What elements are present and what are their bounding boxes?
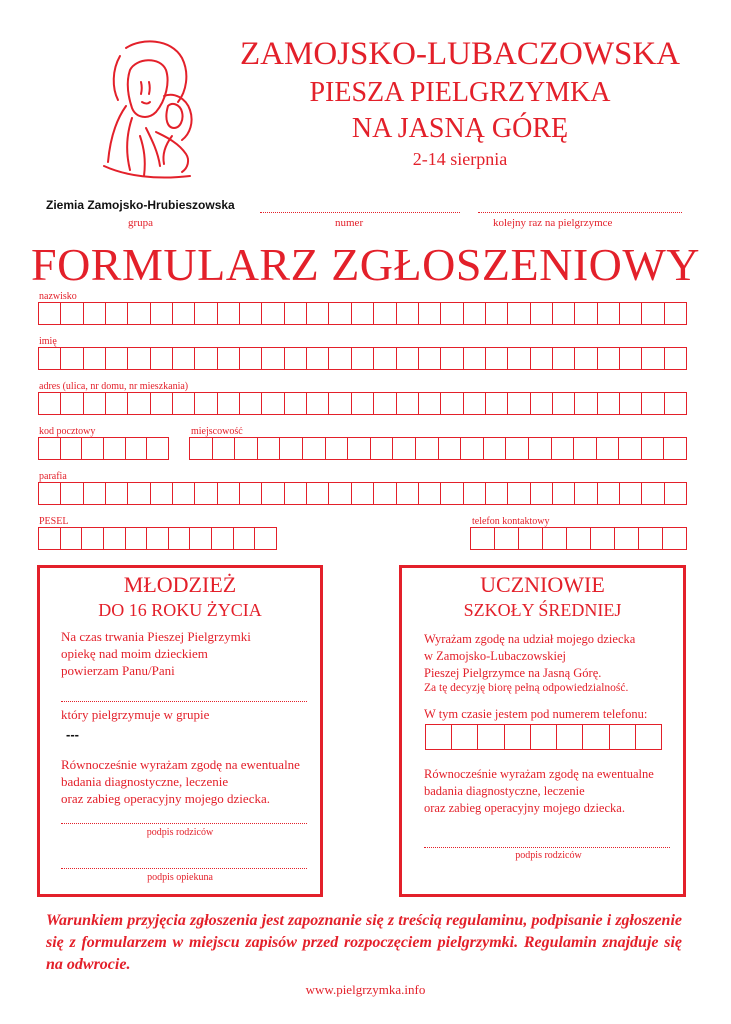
parents-signature-label: podpis rodziców xyxy=(146,827,214,838)
input-cell[interactable] xyxy=(642,483,664,504)
input-cell[interactable] xyxy=(173,303,195,324)
numer-label: numer xyxy=(335,217,364,229)
input-cell[interactable] xyxy=(553,483,575,504)
input-cell[interactable] xyxy=(598,303,620,324)
youth-heading: MŁODZIEŻ xyxy=(123,572,237,597)
input-cell[interactable] xyxy=(329,348,351,369)
input-cell[interactable] xyxy=(543,528,567,549)
input-cell[interactable] xyxy=(583,725,609,749)
students-paragraph1: Wyrażam zgodę na udział mojego dziecka w Zamojsko-Lubaczowskiej Pieszej Pielgrzymce na Jasną Górę. xyxy=(424,632,636,680)
madonna-with-child-icon xyxy=(86,36,206,186)
input-cell[interactable] xyxy=(506,438,529,459)
form-title: FORMULARZ ZGŁOSZENIOWY xyxy=(30,239,700,290)
input-cell[interactable] xyxy=(597,438,620,459)
students-paragraph2: Równocześnie wyrażam zgodę na ewentualne badania diagnostyczne, leczenie oraz zabieg operacyjny mojego dziecka. xyxy=(424,767,654,815)
input-cell[interactable] xyxy=(464,483,486,504)
input-cell[interactable] xyxy=(128,348,150,369)
input-cell[interactable] xyxy=(352,303,374,324)
input-cell[interactable] xyxy=(464,303,486,324)
input-cell[interactable] xyxy=(106,348,128,369)
input-cell[interactable] xyxy=(419,483,441,504)
input-cell[interactable] xyxy=(128,393,150,414)
input-cell[interactable] xyxy=(642,348,664,369)
input-cell[interactable] xyxy=(575,348,597,369)
input-cell[interactable] xyxy=(84,303,106,324)
input-cell[interactable] xyxy=(553,393,575,414)
input-cell[interactable] xyxy=(374,483,396,504)
input-cell[interactable] xyxy=(620,393,642,414)
input-cell[interactable] xyxy=(461,438,484,459)
input-cell[interactable] xyxy=(574,438,597,459)
input-cell[interactable] xyxy=(39,438,61,459)
input-cell[interactable] xyxy=(262,348,284,369)
input-cell[interactable] xyxy=(426,725,452,749)
input-cell[interactable] xyxy=(598,483,620,504)
input-cell[interactable] xyxy=(329,303,351,324)
input-cell[interactable] xyxy=(441,393,463,414)
input-cell[interactable] xyxy=(495,528,519,549)
parafia-field[interactable] xyxy=(38,482,687,505)
input-cell[interactable] xyxy=(169,528,191,549)
grupa-field[interactable] xyxy=(260,212,460,213)
nazwisko-label: nazwisko xyxy=(39,291,77,302)
input-cell[interactable] xyxy=(397,393,419,414)
kod-field[interactable] xyxy=(38,437,169,460)
kolejny-field[interactable] xyxy=(478,212,682,213)
input-cell[interactable] xyxy=(486,303,508,324)
input-cell[interactable] xyxy=(508,348,530,369)
adres-field[interactable] xyxy=(38,392,687,415)
input-cell[interactable] xyxy=(173,393,195,414)
input-cell[interactable] xyxy=(104,528,126,549)
input-cell[interactable] xyxy=(665,348,686,369)
input-cell[interactable] xyxy=(106,393,128,414)
input-cell[interactable] xyxy=(441,348,463,369)
input-cell[interactable] xyxy=(104,438,126,459)
input-cell[interactable] xyxy=(213,438,236,459)
input-cell[interactable] xyxy=(84,348,106,369)
input-cell[interactable] xyxy=(665,303,686,324)
header-title-line3: NA JASNĄ GÓRĘ xyxy=(351,113,569,144)
youth-box xyxy=(37,565,323,897)
input-cell[interactable] xyxy=(126,528,148,549)
input-cell[interactable] xyxy=(374,393,396,414)
input-cell[interactable] xyxy=(452,725,478,749)
input-cell[interactable] xyxy=(352,393,374,414)
youth-paragraph1: Na czas trwania Pieszej Pielgrzymki opiekę nad moim dzieckiem powierzam Panu/Pani xyxy=(61,629,251,678)
input-cell[interactable] xyxy=(307,348,329,369)
header-title-line1: ZAMOJSKO-LUBACZOWSKA xyxy=(239,36,680,72)
grupa-label: grupa xyxy=(128,217,154,229)
group-value[interactable]: --- xyxy=(66,727,79,742)
input-cell[interactable] xyxy=(484,438,507,459)
website-link[interactable]: www.pielgrzymka.info xyxy=(305,982,426,997)
input-cell[interactable] xyxy=(61,303,83,324)
input-cell[interactable] xyxy=(642,438,665,459)
input-cell[interactable] xyxy=(190,528,212,549)
input-cell[interactable] xyxy=(84,483,106,504)
input-cell[interactable] xyxy=(195,393,217,414)
youth-paragraph2: Równocześnie wyrażam zgodę na ewentualne badania diagnostyczne, leczenie oraz zabieg operacyjny mojego dziecka. xyxy=(61,757,300,806)
input-cell[interactable] xyxy=(619,438,642,459)
input-cell[interactable] xyxy=(553,303,575,324)
input-cell[interactable] xyxy=(663,528,686,549)
input-cell[interactable] xyxy=(508,483,530,504)
region-name: Ziemia Zamojsko-Hrubieszowska xyxy=(46,198,235,212)
input-cell[interactable] xyxy=(82,438,104,459)
input-cell[interactable] xyxy=(255,528,276,549)
input-cell[interactable] xyxy=(598,348,620,369)
input-cell[interactable] xyxy=(39,303,61,324)
input-cell[interactable] xyxy=(39,483,61,504)
input-cell[interactable] xyxy=(416,438,439,459)
input-cell[interactable] xyxy=(240,303,262,324)
input-cell[interactable] xyxy=(307,393,329,414)
input-cell[interactable] xyxy=(39,348,61,369)
conditions-note: Warunkiem przyjęcia zgłoszenia jest zapoznanie się z treścią regulaminu, podpisanie i zgłoszenie się z formularzem w miejscu zapisów przed rozpoczęciem pielgrzymki. Regulamin znajduje się na odwrocie. xyxy=(46,912,682,973)
input-cell[interactable] xyxy=(441,303,463,324)
input-cell[interactable] xyxy=(307,303,329,324)
input-cell[interactable] xyxy=(240,393,262,414)
phone-label: W tym czasie jestem pod numerem telefonu: xyxy=(424,707,648,721)
input-cell[interactable] xyxy=(393,438,416,459)
input-cell[interactable] xyxy=(505,725,531,749)
input-cell[interactable] xyxy=(218,483,240,504)
parent-phone-field[interactable] xyxy=(425,724,662,750)
input-cell[interactable] xyxy=(218,348,240,369)
input-cell[interactable] xyxy=(303,438,326,459)
telefon-field[interactable] xyxy=(470,527,687,550)
input-cell[interactable] xyxy=(195,348,217,369)
input-cell[interactable] xyxy=(280,438,303,459)
input-cell[interactable] xyxy=(642,303,664,324)
input-cell[interactable] xyxy=(39,528,61,549)
input-cell[interactable] xyxy=(262,483,284,504)
input-cell[interactable] xyxy=(258,438,281,459)
input-cell[interactable] xyxy=(615,528,639,549)
youth-subheading: DO 16 ROKU ŻYCIA xyxy=(98,600,262,620)
input-cell[interactable] xyxy=(397,483,419,504)
input-cell[interactable] xyxy=(531,393,553,414)
input-cell[interactable] xyxy=(147,528,169,549)
input-cell[interactable] xyxy=(151,303,173,324)
input-cell[interactable] xyxy=(529,438,552,459)
students-box xyxy=(399,565,686,897)
input-cell[interactable] xyxy=(636,725,661,749)
input-cell[interactable] xyxy=(235,438,258,459)
input-cell[interactable] xyxy=(195,483,217,504)
input-cell[interactable] xyxy=(61,438,83,459)
input-cell[interactable] xyxy=(151,348,173,369)
pesel-field[interactable] xyxy=(38,527,277,550)
input-cell[interactable] xyxy=(39,393,61,414)
imie-label: imię xyxy=(39,336,57,347)
input-cell[interactable] xyxy=(620,483,642,504)
input-cell[interactable] xyxy=(329,483,351,504)
input-cell[interactable] xyxy=(61,483,83,504)
input-cell[interactable] xyxy=(478,725,504,749)
input-cell[interactable] xyxy=(128,303,150,324)
input-cell[interactable] xyxy=(397,303,419,324)
input-cell[interactable] xyxy=(665,393,686,414)
input-cell[interactable] xyxy=(552,438,575,459)
input-cell[interactable] xyxy=(374,303,396,324)
input-cell[interactable] xyxy=(147,438,168,459)
input-cell[interactable] xyxy=(84,393,106,414)
input-cell[interactable] xyxy=(173,483,195,504)
input-cell[interactable] xyxy=(218,393,240,414)
guardian-signature-label: podpis opiekuna xyxy=(147,872,213,883)
kolejny-label: kolejny raz na pielgrzymce xyxy=(493,217,613,229)
input-cell[interactable] xyxy=(218,303,240,324)
input-cell[interactable] xyxy=(371,438,394,459)
input-cell[interactable] xyxy=(486,393,508,414)
input-cell[interactable] xyxy=(61,348,83,369)
guardian-signature-field[interactable] xyxy=(61,868,307,869)
input-cell[interactable] xyxy=(665,483,686,504)
input-cell[interactable] xyxy=(374,348,396,369)
input-cell[interactable] xyxy=(151,393,173,414)
input-cell[interactable] xyxy=(553,348,575,369)
input-cell[interactable] xyxy=(486,483,508,504)
input-cell[interactable] xyxy=(557,725,583,749)
input-cell[interactable] xyxy=(664,438,686,459)
input-cell[interactable] xyxy=(307,483,329,504)
input-cell[interactable] xyxy=(575,483,597,504)
input-cell[interactable] xyxy=(61,393,83,414)
input-cell[interactable] xyxy=(620,348,642,369)
input-cell[interactable] xyxy=(262,393,284,414)
pesel-label: PESEL xyxy=(39,516,69,527)
input-cell[interactable] xyxy=(486,348,508,369)
telefon-label: telefon kontaktowy xyxy=(472,516,550,527)
input-cell[interactable] xyxy=(212,528,234,549)
adres-label: adres (ulica, nr domu, nr mieszkania) xyxy=(39,381,189,392)
input-cell[interactable] xyxy=(329,393,351,414)
input-cell[interactable] xyxy=(575,303,597,324)
input-cell[interactable] xyxy=(151,483,173,504)
input-cell[interactable] xyxy=(464,348,486,369)
guardian-name-field[interactable] xyxy=(61,701,307,702)
input-cell[interactable] xyxy=(471,528,495,549)
input-cell[interactable] xyxy=(285,348,307,369)
input-cell[interactable] xyxy=(419,303,441,324)
input-cell[interactable] xyxy=(126,438,148,459)
input-cell[interactable] xyxy=(240,483,262,504)
input-cell[interactable] xyxy=(195,303,217,324)
input-cell[interactable] xyxy=(285,303,307,324)
miejscowosc-label: miejscowość xyxy=(191,426,243,437)
imie-field[interactable] xyxy=(38,347,687,370)
input-cell[interactable] xyxy=(262,303,284,324)
input-cell[interactable] xyxy=(591,528,615,549)
input-cell[interactable] xyxy=(508,393,530,414)
input-cell[interactable] xyxy=(285,483,307,504)
input-cell[interactable] xyxy=(439,438,462,459)
students-signature-field[interactable] xyxy=(424,847,670,848)
input-cell[interactable] xyxy=(419,348,441,369)
students-heading: UCZNIOWIE xyxy=(480,572,605,597)
input-cell[interactable] xyxy=(240,348,262,369)
kod-label: kod pocztowy xyxy=(39,426,96,437)
input-cell[interactable] xyxy=(106,483,128,504)
input-cell[interactable] xyxy=(441,483,463,504)
input-cell[interactable] xyxy=(531,725,557,749)
students-subheading: SZKOŁY ŚREDNIEJ xyxy=(463,600,622,620)
students-signature-label: podpis rodziców xyxy=(515,850,582,861)
parafia-label: parafia xyxy=(39,471,67,482)
input-cell[interactable] xyxy=(128,483,150,504)
input-cell[interactable] xyxy=(642,393,664,414)
input-cell[interactable] xyxy=(285,393,307,414)
input-cell[interactable] xyxy=(61,528,83,549)
input-cell[interactable] xyxy=(639,528,663,549)
input-cell[interactable] xyxy=(508,303,530,324)
input-cell[interactable] xyxy=(82,528,104,549)
input-cell[interactable] xyxy=(567,528,591,549)
input-cell[interactable] xyxy=(519,528,543,549)
input-cell[interactable] xyxy=(234,528,256,549)
miejscowosc-field[interactable] xyxy=(189,437,687,460)
input-cell[interactable] xyxy=(397,348,419,369)
input-cell[interactable] xyxy=(190,438,213,459)
input-cell[interactable] xyxy=(598,393,620,414)
input-cell[interactable] xyxy=(531,483,553,504)
input-cell[interactable] xyxy=(620,303,642,324)
students-responsibility: Za tę decyzję biorę pełną odpowiedzialność. xyxy=(424,682,629,694)
input-cell[interactable] xyxy=(610,725,636,749)
input-cell[interactable] xyxy=(348,438,371,459)
group-label: który pielgrzymuje w grupie xyxy=(61,707,210,722)
header-title-line2: PIESZA PIELGRZYMKA xyxy=(309,77,611,108)
nazwisko-field[interactable] xyxy=(38,302,687,325)
input-cell[interactable] xyxy=(326,438,349,459)
parents-signature-field[interactable] xyxy=(61,823,307,824)
input-cell[interactable] xyxy=(531,303,553,324)
input-cell[interactable] xyxy=(464,393,486,414)
input-cell[interactable] xyxy=(531,348,553,369)
header-dates: 2-14 sierpnia xyxy=(412,149,508,169)
input-cell[interactable] xyxy=(352,483,374,504)
input-cell[interactable] xyxy=(419,393,441,414)
input-cell[interactable] xyxy=(106,303,128,324)
input-cell[interactable] xyxy=(575,393,597,414)
input-cell[interactable] xyxy=(173,348,195,369)
input-cell[interactable] xyxy=(352,348,374,369)
